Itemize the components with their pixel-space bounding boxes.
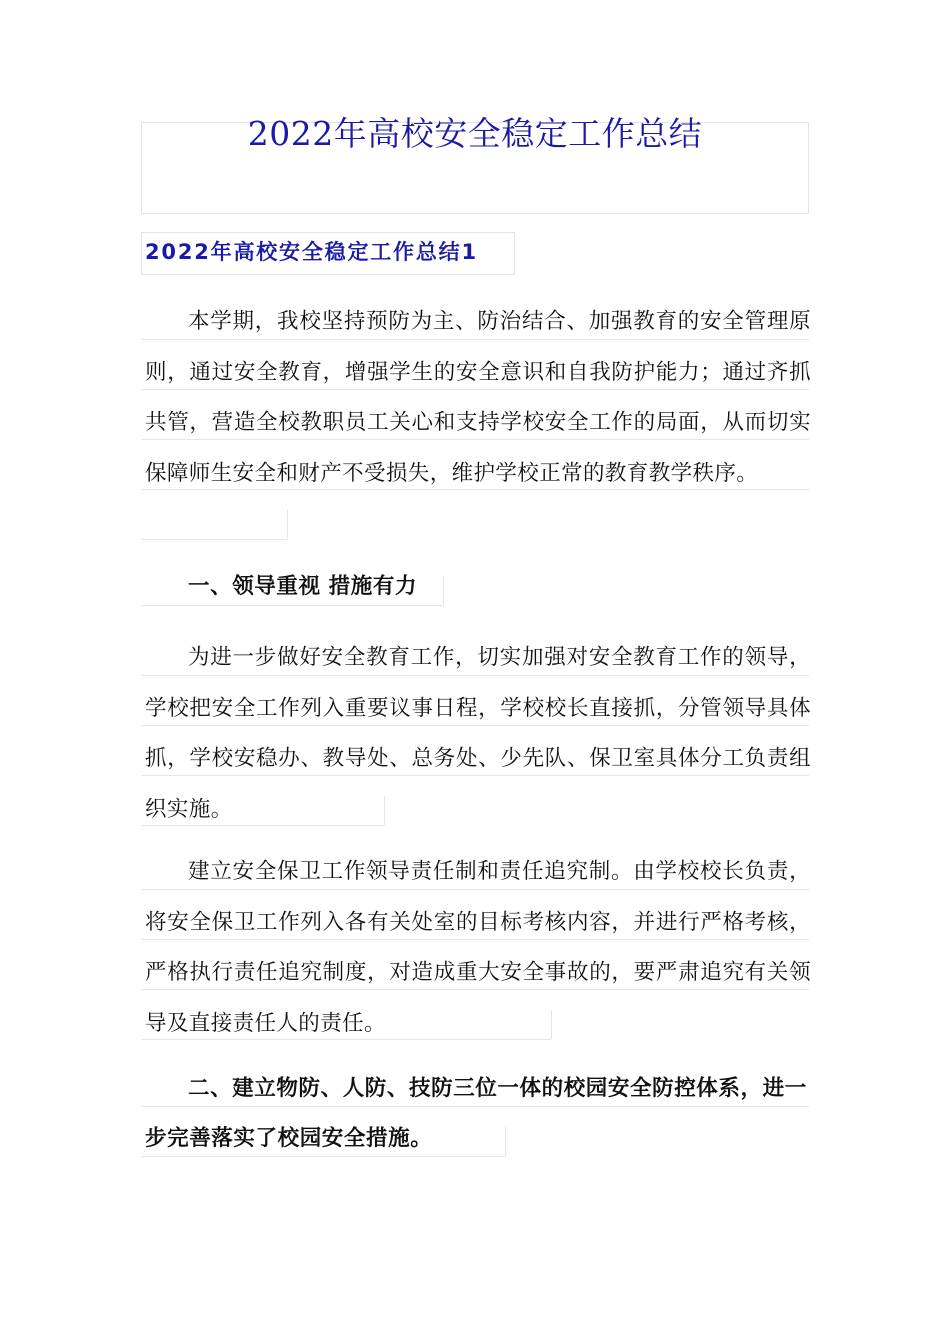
line-outline: [141, 489, 809, 490]
line-outline: [141, 725, 809, 726]
line-outline: [141, 539, 287, 540]
line-outline: [141, 339, 809, 340]
line-outline: [443, 576, 444, 605]
line-outline: [141, 775, 809, 776]
paragraph-leadership: 为进一步做好安全教育工作，切实加强对安全教育工作的领导，学校把安全工作列入重要议事日程，学校校长直接抓，分管领导具体抓，学校安稳办、教导处、总务处、少先队、保卫室具体分工负责组织实施。: [145, 645, 811, 822]
document-title: 2022年高校安全稳定工作总结: [247, 114, 703, 153]
line-outline: [505, 1127, 506, 1156]
line-outline: [287, 510, 288, 539]
paragraph-intro: 本学期，我校坚持预防为主、防治结合、加强教育的安全管理原则，通过安全教育，增强学生的安全意识和自我防护能力；通过齐抓共管，营造全校教职员工关心和支持学校安全工作的局面，从而切实保障师生安全和财产不受损失，维护学校正常的教育教学秩序。: [145, 309, 811, 486]
section-subtitle: 2022年高校安全稳定工作总结1: [145, 240, 478, 264]
line-outline: [551, 1010, 552, 1039]
line-outline: [141, 989, 809, 990]
line-outline: [141, 889, 809, 890]
paragraph-responsibility: 建立安全保卫工作领导责任制和责任追究制。由学校校长负责，将安全保卫工作列入各有关处室的目标考核内容，并进行严格考核，严格执行责任追究制度，对造成重大安全事故的，要严肃追究有关领导及直接责任人的责任。: [145, 859, 811, 1036]
heading-leadership: 一、领导重视 措施有力: [188, 574, 418, 599]
line-outline: [141, 825, 384, 826]
line-outline: [141, 675, 809, 676]
line-outline: [141, 439, 809, 440]
line-outline: [384, 796, 385, 825]
line-outline: [141, 1156, 505, 1157]
line-outline: [141, 1106, 809, 1107]
line-outline: [141, 389, 809, 390]
line-outline: [141, 605, 443, 606]
line-outline: [141, 1039, 551, 1040]
line-outline: [141, 939, 809, 940]
heading-prevention-system: 二、建立物防、人防、技防三位一体的校园安全防控体系，进一步完善落实了校园安全措施。: [145, 1076, 807, 1151]
